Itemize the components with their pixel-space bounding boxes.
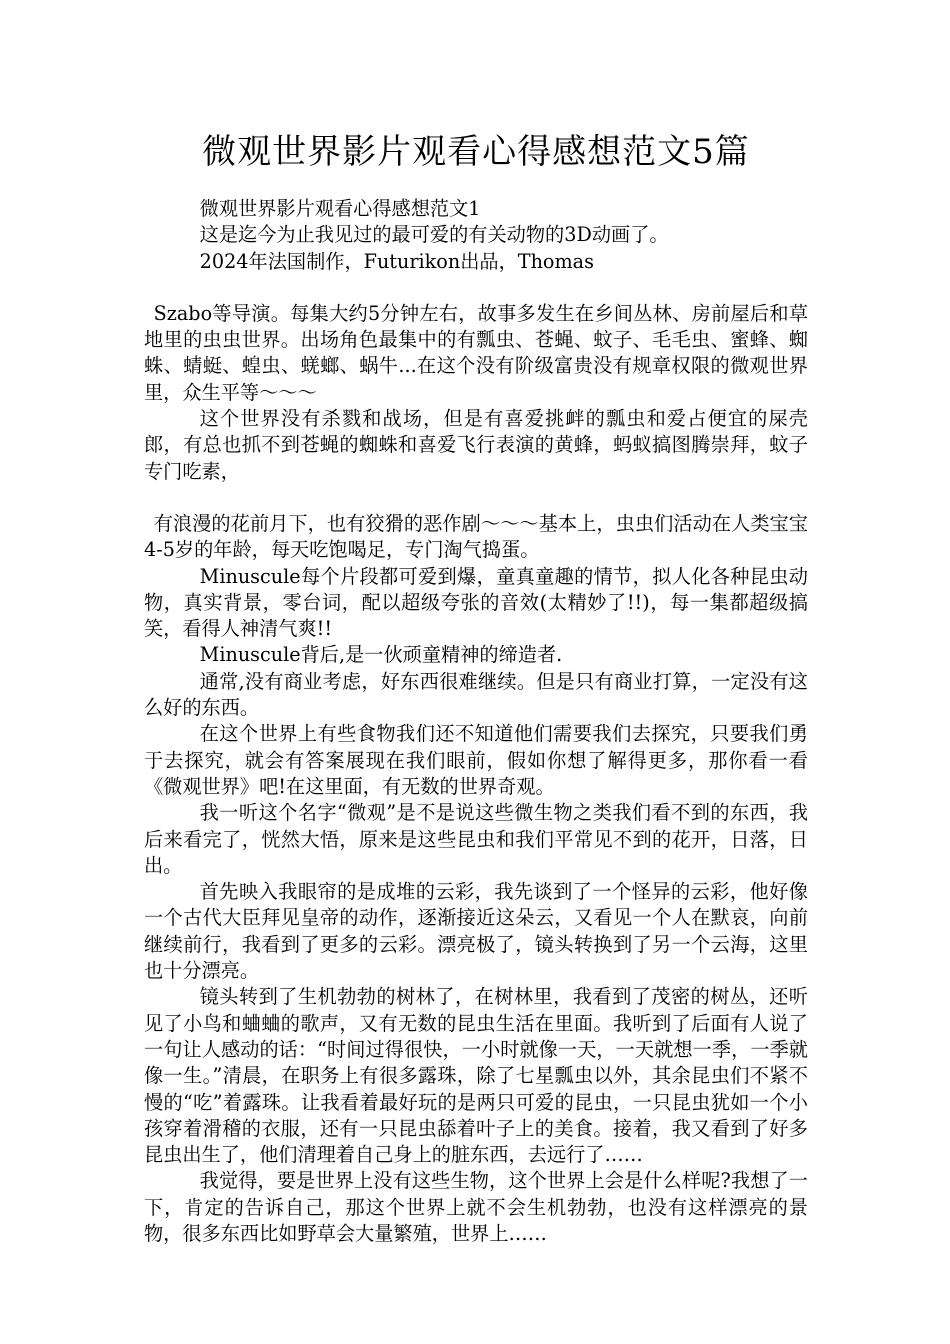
paragraph: 2024年法国制作，Futurikon出品，Thomas — [199, 249, 594, 273]
paragraph: 首先映入我眼帘的是成堆的云彩，我先谈到了一个怪异的云彩，他好像一个古代大臣拜见皇帝的动作，逐渐接近这朵云，又看见一个人在默哀，向前继续前行，我看到了更多的云彩。漂亮极了，镜头转换到了另一个云海，这里也十分漂亮。 — [144, 880, 808, 983]
paragraph-subtitle: 微观世界影片观看心得感想范文1 — [199, 197, 481, 220]
paragraph-gap — [144, 275, 808, 301]
paragraph: 我一听这个名字“微观”是不是说这些微生物之类我们看不到的东西，我后来看完了，恍然大悟，原来是这些昆虫和我们平常见不到的花开，日落，日出。 — [144, 801, 808, 877]
paragraph: Szabo等导演。每集大约5分钟左右，故事多发生在乡间丛林、房前屋后和草地里的虫虫世界。出场角色最集中的有瓢虫、苍蝇、蚊子、毛毛虫、蜜蜂、蜘蛛、蜻蜓、蝗虫、蜣螂、蜗牛...在这个没有阶级富贵没有规章权限的微观世界里，众生平等～～～ — [144, 301, 808, 404]
paragraph: 这是迄今为止我见过的最可爱的有关动物的3D动画了。 — [199, 223, 669, 247]
document-page — [144, 128, 808, 1247]
paragraph: 有浪漫的花前月下，也有狡猾的恶作剧～～～基本上，虫虫们活动在人类宝宝4-5岁的年龄，每天吃饱喝足，专门淘气捣蛋。 — [144, 511, 808, 562]
paragraph: 镜头转到了生机勃勃的树林了，在树林里，我看到了茂密的树丛，还听见了小鸟和蛐蛐的歌声，又有无数的昆虫生活在里面。我听到了后面有人说了一句让人感动的话：“时间过得很快，一小时就像一天，一天就想一季，一季就像一生。”清晨，在职务上有很多露珠，除了七星瓢虫以外，其余昆虫们不紧不慢的“吃”着露珠。让我看着最好玩的是两只可爱的昆虫，一只昆虫犹如一个小孩穿着滑稽的衣服，还有一只昆虫舔着叶子上的美食。接着，我又看到了好多昆虫出生了，他们清理着自己身上的脏东西，去远行了…… — [144, 985, 808, 1167]
paragraph: 在这个世界上有些食物我们还不知道他们需要我们去探究，只要我们勇于去探究，就会有答案展现在我们眼前，假如你想了解得更多，那你看一看《微观世界》吧!在这里面，有无数的世界奇观。 — [144, 722, 808, 798]
document-title: 微观世界影片观看心得感想范文5篇 — [202, 132, 750, 172]
paragraph: 这个世界没有杀戮和战场，但是有喜爱挑衅的瓢虫和爱占便宜的屎壳郎，有总也抓不到苍蝇的蜘蛛和喜爱飞行表演的黄蜂，蚂蚁搞图腾崇拜，蚊子专门吃素， — [144, 407, 808, 483]
paragraph: Minuscule背后,是一伙顽童精神的缔造者. — [199, 643, 563, 667]
paragraph-gap — [144, 485, 808, 511]
document-body — [144, 196, 808, 1247]
paragraph: 我觉得，要是世界上没有这些生物，这个世界上会是什么样呢?我想了一下，肯定的告诉自己，那这个世界上就不会生机勃勃，也没有这样漂亮的景物，很多东西比如野草会大量繁殖，世界上…… — [144, 1169, 808, 1245]
paragraph: 通常,没有商业考虑，好东西很难继续。但是只有商业打算，一定没有这么好的东西。 — [144, 669, 808, 720]
paragraph: Minuscule每个片段都可爱到爆，童真童趣的情节，拟人化各种昆虫动物，真实背景，零台词，配以超级夸张的音效(太精妙了!!)，每一集都超级搞笑，看得人神清气爽!! — [144, 564, 808, 641]
